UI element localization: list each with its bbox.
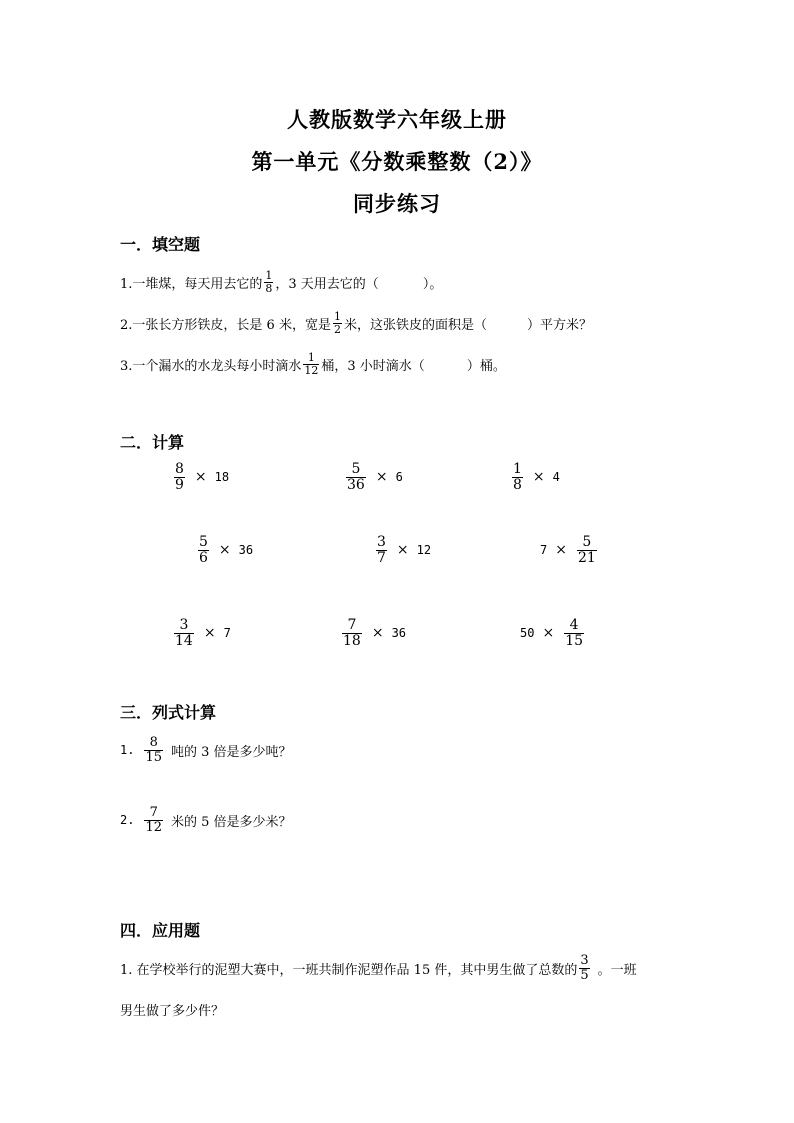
- formula-q1-fraction: [144, 736, 163, 764]
- question-number: 2.: [120, 813, 135, 828]
- fraction-numerator: 3: [377, 534, 386, 550]
- calc-expression: [172, 462, 229, 492]
- applied-q1-fraction: [579, 954, 589, 982]
- fraction-denominator: 8: [513, 476, 522, 493]
- fill-q1-text-a: 1.一堆煤，每天用去它的: [120, 276, 263, 292]
- calc-integer: 18: [214, 470, 230, 485]
- fraction-numerator: 4: [569, 617, 579, 633]
- unit-title: 第一单元《分数乘整数（2）》: [251, 149, 543, 174]
- calc-expression: [344, 462, 403, 492]
- fraction-numerator: 1: [333, 310, 341, 323]
- page-title: 人教版数学六年级上册: [287, 107, 507, 132]
- fraction-numerator: 8: [149, 735, 158, 750]
- fraction-denominator: 18: [343, 632, 361, 649]
- calc-fraction: [346, 462, 366, 492]
- calc-integer: 6: [395, 470, 403, 485]
- fraction-numerator: 1: [307, 351, 315, 364]
- fill-q1-text-c: ）。: [422, 276, 443, 292]
- applied-q1-text-b: 。一班: [597, 962, 637, 978]
- calc-expression: [520, 618, 586, 648]
- calc-integer: 7: [540, 543, 548, 558]
- fraction-numerator: 1: [265, 269, 273, 282]
- subtitle: 同步练习: [353, 191, 441, 216]
- fraction-numerator: 5: [351, 461, 361, 477]
- fraction-numerator: 3: [580, 953, 589, 968]
- calc-integer: 4: [552, 470, 560, 485]
- fill-q1-text-b: ，3 天用去它的（: [275, 276, 379, 292]
- calc-expression: [196, 535, 253, 565]
- fraction-denominator: 12: [145, 819, 162, 835]
- fraction-numerator: 8: [175, 461, 184, 477]
- calc-integer: 36: [238, 543, 254, 558]
- calc-integer: 50: [520, 626, 535, 641]
- calc-fraction: [174, 618, 194, 648]
- section-formula-title: 三．列式计算: [120, 703, 217, 722]
- fill-q3-text-b: 桶，3 小时滴水（: [321, 358, 425, 374]
- formula-q2-fraction: [144, 806, 163, 834]
- calc-expression: [172, 618, 231, 648]
- fraction-numerator: 7: [149, 805, 158, 820]
- fraction-denominator: 15: [565, 632, 584, 649]
- fraction-denominator: 2: [333, 322, 341, 336]
- calc-expression: [374, 535, 431, 565]
- section-applied-title: 四．应用题: [120, 921, 201, 940]
- fill-q3-fraction: [303, 352, 319, 376]
- multiply-sign: ×: [218, 542, 231, 559]
- multiply-sign: ×: [532, 469, 545, 486]
- question-number: 1.: [120, 743, 135, 758]
- fill-question-3: [120, 352, 506, 376]
- fraction-denominator: 12: [304, 363, 319, 377]
- fill-q3-text-a: 3.一个漏水的水龙头每小时滴水: [120, 358, 302, 374]
- fraction-denominator: 14: [175, 632, 193, 649]
- multiply-sign: ×: [375, 469, 388, 486]
- calc-expression: [340, 618, 406, 648]
- calc-expression: [510, 462, 560, 492]
- multiply-sign: ×: [371, 625, 384, 642]
- calc-fraction: [376, 535, 387, 565]
- fill-q2-text-a: 2.一张长方形铁皮，长是 6 米，宽是: [120, 317, 331, 333]
- multiply-sign: ×: [194, 469, 207, 486]
- section-fill-in-title: 一．填空题: [120, 235, 201, 254]
- calc-fraction: [512, 462, 523, 492]
- fill-q3-text-c: ）桶。: [466, 358, 506, 374]
- fill-question-1: [120, 270, 442, 294]
- calc-fraction: [577, 535, 597, 565]
- fraction-denominator: 7: [377, 549, 386, 566]
- fill-q1-fraction: [264, 270, 273, 294]
- calc-integer: 12: [416, 543, 432, 558]
- fraction-numerator: 5: [199, 534, 208, 550]
- section-calculation-title: 二．计算: [120, 433, 185, 452]
- applied-question-1-line-1: [120, 954, 637, 982]
- fraction-denominator: 8: [265, 281, 273, 295]
- calc-integer: 36: [391, 626, 407, 641]
- calc-integer: 7: [223, 626, 231, 641]
- fraction-denominator: 36: [347, 476, 365, 493]
- calc-fraction: [198, 535, 209, 565]
- applied-q1-text-a: 1. 在学校举行的泥塑大赛中，一班共制作泥塑作品 15 件，其中男生做了总数的: [120, 962, 578, 978]
- fill-q2-text-c: ）平方米？: [526, 317, 592, 333]
- calc-fraction: [564, 618, 584, 648]
- fraction-denominator: 21: [577, 549, 596, 566]
- fraction-numerator: 1: [513, 461, 522, 477]
- multiply-sign: ×: [555, 542, 567, 559]
- applied-question-1-line-2: 男生做了多少件？: [120, 1004, 225, 1019]
- fraction-numerator: 3: [179, 617, 189, 633]
- fill-question-2: [120, 311, 592, 335]
- fill-q2-fraction: [333, 311, 342, 335]
- fraction-denominator: 6: [199, 549, 208, 566]
- formula-question-1: [120, 736, 292, 764]
- fraction-numerator: 7: [347, 617, 357, 633]
- calc-expression: [540, 535, 599, 565]
- multiply-sign: ×: [396, 542, 409, 559]
- calc-fraction: [174, 462, 185, 492]
- calc-fraction: [342, 618, 362, 648]
- fraction-denominator: 5: [580, 967, 589, 983]
- fill-q2-text-b: 米，这张铁皮的面积是（: [343, 317, 487, 333]
- formula-q2-text: 米的 5 倍是多少米？: [171, 814, 292, 830]
- multiply-sign: ×: [203, 625, 216, 642]
- multiply-sign: ×: [542, 625, 555, 642]
- fraction-denominator: 9: [175, 476, 184, 493]
- formula-q1-text: 吨的 3 倍是多少吨？: [171, 744, 292, 760]
- fraction-denominator: 15: [145, 749, 162, 765]
- fraction-numerator: 5: [582, 534, 592, 550]
- formula-question-2: [120, 806, 292, 834]
